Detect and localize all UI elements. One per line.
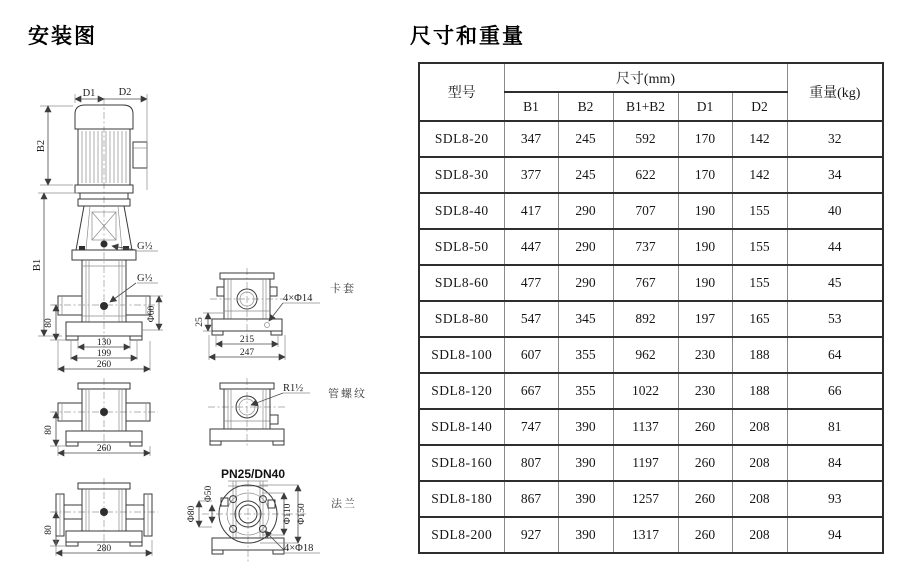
d1-cell: 170: [678, 121, 732, 157]
col-header-weight: 重量(kg): [787, 63, 883, 121]
d1-cell: 260: [678, 445, 732, 481]
b1-cell: 927: [504, 517, 558, 553]
model-cell: SDL8-80: [419, 301, 504, 337]
g-half-bottom-label: G½: [137, 273, 153, 284]
diagram-section-title: 安装图: [28, 25, 97, 48]
b1b2-cell: 737: [613, 229, 678, 265]
dim-phi80-label: Φ80: [187, 505, 197, 523]
dim-199-label: 199: [96, 349, 112, 359]
b1b2-cell: 767: [613, 265, 678, 301]
table-header: [419, 63, 883, 121]
table-row: [419, 445, 883, 481]
b1b2-cell: 1022: [613, 373, 678, 409]
spec-table-container: [418, 62, 884, 554]
col-header-b2: B2: [558, 92, 613, 121]
b2-cell: 355: [558, 337, 613, 373]
clamp-caption: 卡套: [330, 283, 356, 295]
dim-b2-label: B2: [36, 139, 47, 153]
table-row: [419, 517, 883, 553]
d2-cell: 188: [732, 337, 787, 373]
header-row-1: [419, 63, 883, 92]
clamp-connection-view: [195, 268, 356, 360]
d2-cell: 142: [732, 157, 787, 193]
dim-280-label: 280: [96, 544, 112, 554]
model-cell: SDL8-60: [419, 265, 504, 301]
d1-cell: 260: [678, 409, 732, 445]
dim-phi150-label: Φ150: [297, 503, 307, 525]
weight-cell: 93: [787, 481, 883, 517]
d1-cell: 170: [678, 157, 732, 193]
b1b2-cell: 1317: [613, 517, 678, 553]
dim-215-label: 215: [239, 335, 255, 345]
col-header-b1b2: B1+B2: [613, 92, 678, 121]
b1b2-cell: 1257: [613, 481, 678, 517]
thread-connection-view: [208, 378, 367, 448]
col-header-b1: B1: [504, 92, 558, 121]
d1-cell: 190: [678, 265, 732, 301]
weight-cell: 44: [787, 229, 883, 265]
b1-cell: 447: [504, 229, 558, 265]
dim-b1-label: B1: [32, 258, 43, 272]
dim-25-label: 25: [195, 317, 205, 327]
b2-cell: 290: [558, 229, 613, 265]
table-row: [419, 373, 883, 409]
col-header-d1: D1: [678, 92, 732, 121]
d1-cell: 230: [678, 337, 732, 373]
b1-cell: 417: [504, 193, 558, 229]
table-row: [419, 481, 883, 517]
col-header-d2: D2: [732, 92, 787, 121]
b1-cell: 607: [504, 337, 558, 373]
model-cell: SDL8-160: [419, 445, 504, 481]
dim-d2-label: D2: [118, 87, 132, 98]
b2-cell: 355: [558, 373, 613, 409]
dim-260-label: 260: [96, 360, 112, 370]
g-half-top-label: G½: [137, 241, 153, 252]
thread-size-label: R1½: [283, 383, 304, 394]
b2-cell: 390: [558, 517, 613, 553]
weight-cell: 40: [787, 193, 883, 229]
thread-caption: 管螺纹: [328, 388, 367, 400]
dim-80-label: 80: [44, 318, 54, 328]
flange-caption: 法兰: [331, 498, 357, 510]
table-row: [419, 265, 883, 301]
b1b2-cell: 592: [613, 121, 678, 157]
dim-130-label: 130: [96, 338, 112, 348]
dimensions-weight-table: [418, 62, 884, 554]
b2-cell: 390: [558, 481, 613, 517]
table-row: [419, 193, 883, 229]
d1-cell: 230: [678, 373, 732, 409]
weight-cell: 64: [787, 337, 883, 373]
d2-cell: 142: [732, 121, 787, 157]
dim-80-label: 80: [44, 425, 54, 435]
b1-cell: 347: [504, 121, 558, 157]
d2-cell: 208: [732, 481, 787, 517]
d2-cell: 155: [732, 229, 787, 265]
b1b2-cell: 892: [613, 301, 678, 337]
table-row: [419, 301, 883, 337]
table-row: [419, 409, 883, 445]
dim-phi110-label: Φ110: [283, 503, 293, 525]
table-row: [419, 157, 883, 193]
col-header-dims-group: 尺寸(mm): [504, 63, 787, 92]
d2-cell: 208: [732, 517, 787, 553]
b1-cell: 547: [504, 301, 558, 337]
model-cell: SDL8-40: [419, 193, 504, 229]
b2-cell: 290: [558, 193, 613, 229]
model-cell: SDL8-30: [419, 157, 504, 193]
b2-cell: 245: [558, 121, 613, 157]
d2-cell: 208: [732, 409, 787, 445]
dim-260-label: 260: [96, 444, 112, 454]
flange-connection-view: [187, 467, 357, 562]
weight-cell: 32: [787, 121, 883, 157]
b2-cell: 390: [558, 445, 613, 481]
weight-cell: 94: [787, 517, 883, 553]
model-cell: SDL8-140: [419, 409, 504, 445]
b1b2-cell: 1137: [613, 409, 678, 445]
table-row: [419, 337, 883, 373]
b1b2-cell: 1197: [613, 445, 678, 481]
dim-phi50-label: Φ50: [204, 485, 214, 503]
pump-base-view-280: [44, 478, 158, 556]
table-section-title: 尺寸和重量: [410, 25, 525, 48]
d2-cell: 208: [732, 445, 787, 481]
weight-cell: 34: [787, 157, 883, 193]
b2-cell: 390: [558, 409, 613, 445]
d1-cell: 190: [678, 229, 732, 265]
flange-rating-label: PN25/DN40: [221, 467, 286, 481]
model-cell: SDL8-100: [419, 337, 504, 373]
dim-phi60-label: Φ60: [147, 305, 157, 323]
d1-cell: 260: [678, 517, 732, 553]
b1-cell: 867: [504, 481, 558, 517]
b2-cell: 245: [558, 157, 613, 193]
weight-cell: 45: [787, 265, 883, 301]
pump-elevation-view: [32, 87, 163, 371]
weight-cell: 66: [787, 373, 883, 409]
d2-cell: 188: [732, 373, 787, 409]
b2-cell: 290: [558, 265, 613, 301]
pump-base-view-260: [44, 378, 158, 456]
weight-cell: 53: [787, 301, 883, 337]
model-cell: SDL8-120: [419, 373, 504, 409]
b1-cell: 377: [504, 157, 558, 193]
d1-cell: 190: [678, 193, 732, 229]
b1-cell: 477: [504, 265, 558, 301]
b1-cell: 807: [504, 445, 558, 481]
d2-cell: 155: [732, 193, 787, 229]
b1-cell: 747: [504, 409, 558, 445]
dim-247-label: 247: [239, 348, 255, 358]
b1-cell: 667: [504, 373, 558, 409]
col-header-model: 型号: [419, 63, 504, 121]
model-cell: SDL8-200: [419, 517, 504, 553]
d1-cell: 260: [678, 481, 732, 517]
b1b2-cell: 962: [613, 337, 678, 373]
b2-cell: 345: [558, 301, 613, 337]
weight-cell: 84: [787, 445, 883, 481]
bolt-holes-phi18-label: 4×Φ18: [284, 543, 314, 554]
weight-cell: 81: [787, 409, 883, 445]
installation-diagram: [18, 55, 400, 571]
dim-d1-label: D1: [82, 88, 96, 99]
model-cell: SDL8-20: [419, 121, 504, 157]
b1b2-cell: 622: [613, 157, 678, 193]
dim-80-label: 80: [44, 525, 54, 535]
bolt-holes-phi14-label: 4×Φ14: [283, 293, 313, 304]
table-row: [419, 121, 883, 157]
table-row: [419, 229, 883, 265]
table-body: [419, 121, 883, 553]
d2-cell: 165: [732, 301, 787, 337]
model-cell: SDL8-180: [419, 481, 504, 517]
d2-cell: 155: [732, 265, 787, 301]
b1b2-cell: 707: [613, 193, 678, 229]
d1-cell: 197: [678, 301, 732, 337]
model-cell: SDL8-50: [419, 229, 504, 265]
